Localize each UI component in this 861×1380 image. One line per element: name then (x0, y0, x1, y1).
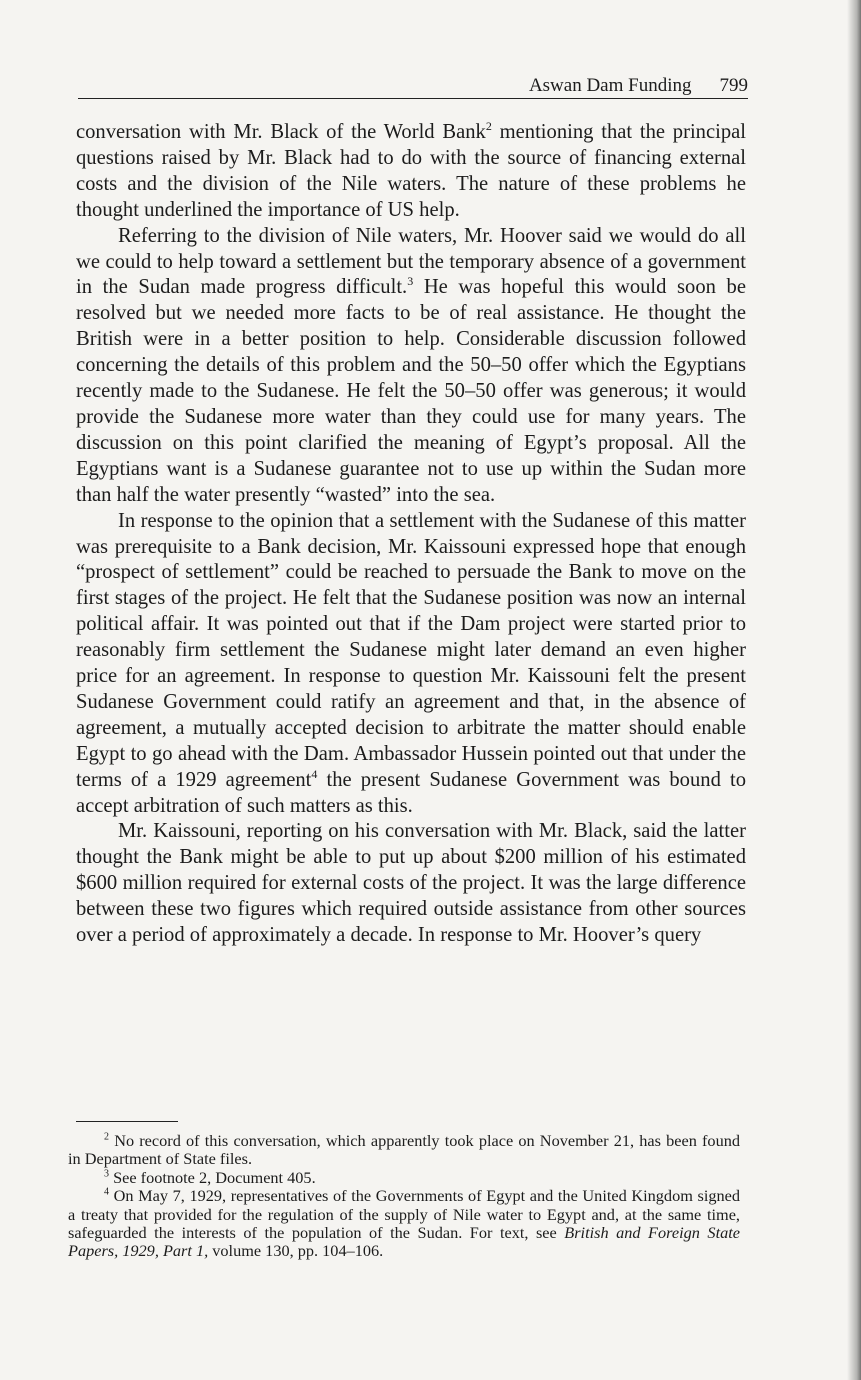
page-edge-shadow (847, 0, 861, 1380)
footnote-marker: 3 (104, 1168, 109, 1180)
footnote-marker: 2 (104, 1131, 109, 1143)
footnote: $^4$ On May 7, 1929, representatives of the Governments of Egypt and the United Kingdom signed a treaty that provided for the regulation of the supply of Nile water to Egypt and, at the same time, safeguarded the interests of the population of the Sudan. For text, see British and Foreign State Papers, 1929, Part 1, volume 130, pp. 104–106. (68, 1186, 741, 1261)
footnote-ref: 2 (485, 119, 492, 134)
body-text (76, 120, 746, 949)
footnote: $^2$ No record of this conversation, which apparently took place on November 21, has been found in Department of State files. (68, 1131, 740, 1169)
paragraph: In response to the opinion that a settlement with the Sudanese of this matter was prerequisite to a Bank decision, Mr. Kaissouni expressed hope that enough “prospect of settlement” could be reached to persuade the Bank to move on the first stages of the project. He felt that the Sudanese position was now an internal political affair. It was pointed out that if the Dam project were started prior to reasonably firm settlement the Sudanese might later demand an even higher price for an agreement. In response to question Mr. Kaissouni felt the present Sudanese Government could ratify an agreement and that, in the absence of agreement, a mutually accepted decision to arbitrate the matter should enable Egypt to go ahead with the Dam. Ambassador Hussein pointed out that under the terms of a 1929 agreement$^4$ the present Sudanese Government was bound to accept arbitration of such matters as this. (76, 509, 746, 817)
citation-title: British and Foreign State Papers, 1929, Part 1, (68, 1223, 740, 1261)
paragraph: conversation with Mr. Black of the World Bank$^2$ mentioning that the principal questions raised by Mr. Black had to do with the source of financing external costs and the division of the Nile waters. The nature of these problems he thought underlined the importance of US help. (76, 119, 747, 221)
footnote-marker: 4 (104, 1186, 109, 1198)
footnote: $^3$ See footnote 2, Document 405. (104, 1167, 316, 1187)
footnote-ref: 3 (407, 274, 414, 289)
paragraph: Referring to the division of Nile waters, Mr. Hoover said we would do all we could to help toward a settlement but the temporary absence of a government in the Sudan made progress difficult.$^3$ He was hopeful this would soon be resolved but we needed more facts to be of real assistance. He thought the British were in a better position to help. Considerable discussion followed concerning the details of this problem and the 50–50 offer which the Egyptians recently made to the Sudanese. He felt the 50–50 offer was generous; it would provide the Sudanese more water than they could use for many years. The discussion on this point clarified the meaning of Egypt’s proposal. All the Egyptians want is a Sudanese guarantee not to use up within the Sudan more than half the water presently “wasted” into the sea. (76, 224, 746, 506)
footnote-divider (76, 1121, 178, 1122)
running-head (78, 74, 748, 99)
running-head-title: Aswan Dam Funding (528, 75, 692, 96)
footnote-ref: 4 (311, 766, 318, 781)
page-number: 799 (719, 75, 748, 96)
footnotes (68, 1132, 740, 1261)
paragraph: Mr. Kaissouni, reporting on his conversation with Mr. Black, said the latter thought the Bank might be able to put up about $200 million of his estimated $600 million required for external costs of the project. It was the large difference between these two figures which required outside assistance from other sources over a period of approximately a decade. In response to Mr. Hoover’s query (76, 820, 746, 947)
